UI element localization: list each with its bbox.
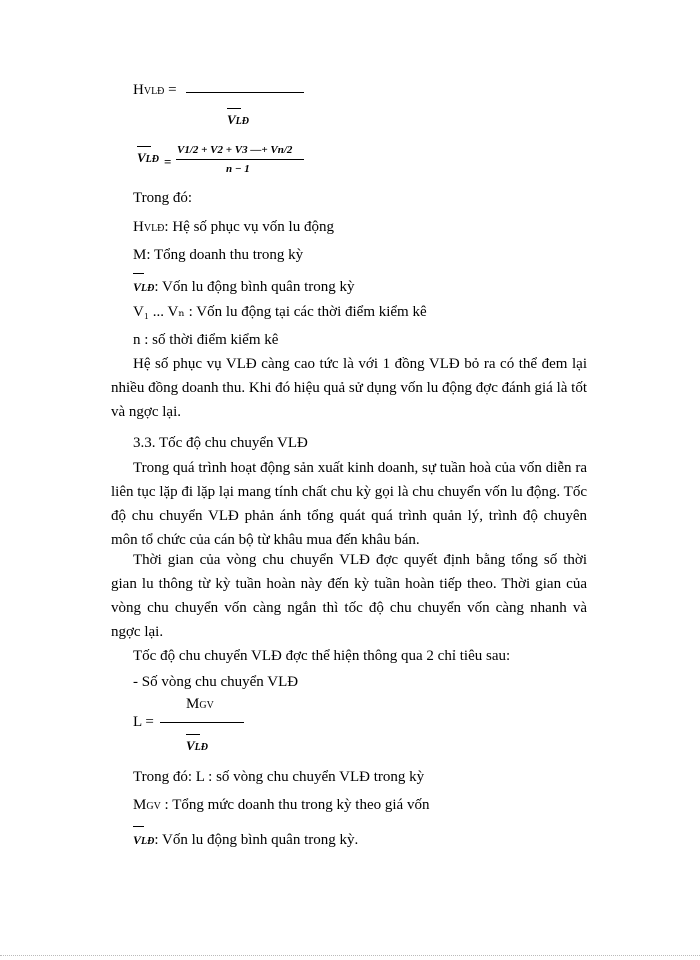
formula-denominator: n − 1: [226, 163, 250, 175]
bullet-item: - Số vòng chu chuyển VLĐ: [133, 674, 299, 690]
section-heading: 3.3. Tốc độ chu chuyển VLĐ: [133, 435, 308, 451]
formula-numerator-m: MGV: [186, 696, 214, 712]
formula-v-ld-lhs: VLĐ: [137, 146, 159, 166]
def-m: M: Tổng doanh thu trong kỳ: [133, 247, 304, 263]
page-bottom-divider: [0, 955, 700, 956]
def-v1-vn: V₁ ... Vₙ : Vốn lu động tại các thời điểm kiểm kê: [133, 304, 427, 320]
defs-intro: Trong đó:: [133, 190, 193, 206]
def-n: n : số thời điểm kiểm kê: [133, 332, 279, 348]
def-v-ld-2: VLĐ: Vốn lu động bình quân trong kỳ.: [133, 826, 358, 852]
formula-eq: =: [164, 154, 172, 169]
def-v-ld: VLĐ: Vốn lu động bình quân trong kỳ: [133, 273, 355, 299]
formula-h-vld: HVLĐ =: [133, 82, 177, 98]
fraction-bar: [186, 92, 304, 93]
fraction-bar: [176, 159, 304, 160]
formula-v-ld-denominator: VLĐ: [186, 734, 208, 754]
def-m-gv: MGV : Tổng mức doanh thu trong kỳ theo giá vốn: [133, 797, 430, 813]
formula-v-ld-denominator: VLĐ: [227, 108, 249, 128]
formula-l-lhs: L =: [133, 714, 154, 730]
formula-numerator: V1/2 + V2 + V3 —+ Vn/2: [177, 144, 293, 156]
paragraph-2: Trong quá trình hoạt động sản xuất kinh doanh, sự tuần hoà của vốn diễn ra liên tục lặp đi lặp lại mang tính chất chu kỳ gọi là chu chuyển vốn lu động. Tốc độ chu chuyển VLĐ phản ánh tổng quát quá trình quản lý, trình độ chuyên môn tổ chức của cán bộ từ khâu mua đến khâu bán.: [111, 460, 587, 548]
paragraph-3: Thời gian của vòng chu chuyển VLĐ đợc quyết định bằng tổng số thời gian lu thông từ kỳ tuần hoàn này đến kỳ tuần hoàn tiếp theo. Thời gian của vòng chu chuyển vốn càng ngắn thì tốc độ chu chuyển vốn càng nhanh và ngợc lại.: [111, 552, 587, 640]
fraction-bar: [160, 722, 244, 723]
def-l: Trong đó: L : số vòng chu chuyển VLĐ trong kỳ: [133, 769, 425, 785]
paragraph-4: Tốc độ chu chuyển VLĐ đợc thể hiện thông qua 2 chỉ tiêu sau:: [133, 648, 511, 664]
paragraph-1: Hệ số phục vụ VLĐ càng cao tức là với 1 đồng VLĐ bỏ ra có thể đem lại nhiều đồng doanh thu. Khi đó hiệu quả sử dụng vốn lu động đợc đánh giá là tốt và ngợc lại.: [111, 356, 588, 420]
def-h-vld: HVLĐ: Hệ số phục vụ vốn lu động: [133, 219, 334, 235]
